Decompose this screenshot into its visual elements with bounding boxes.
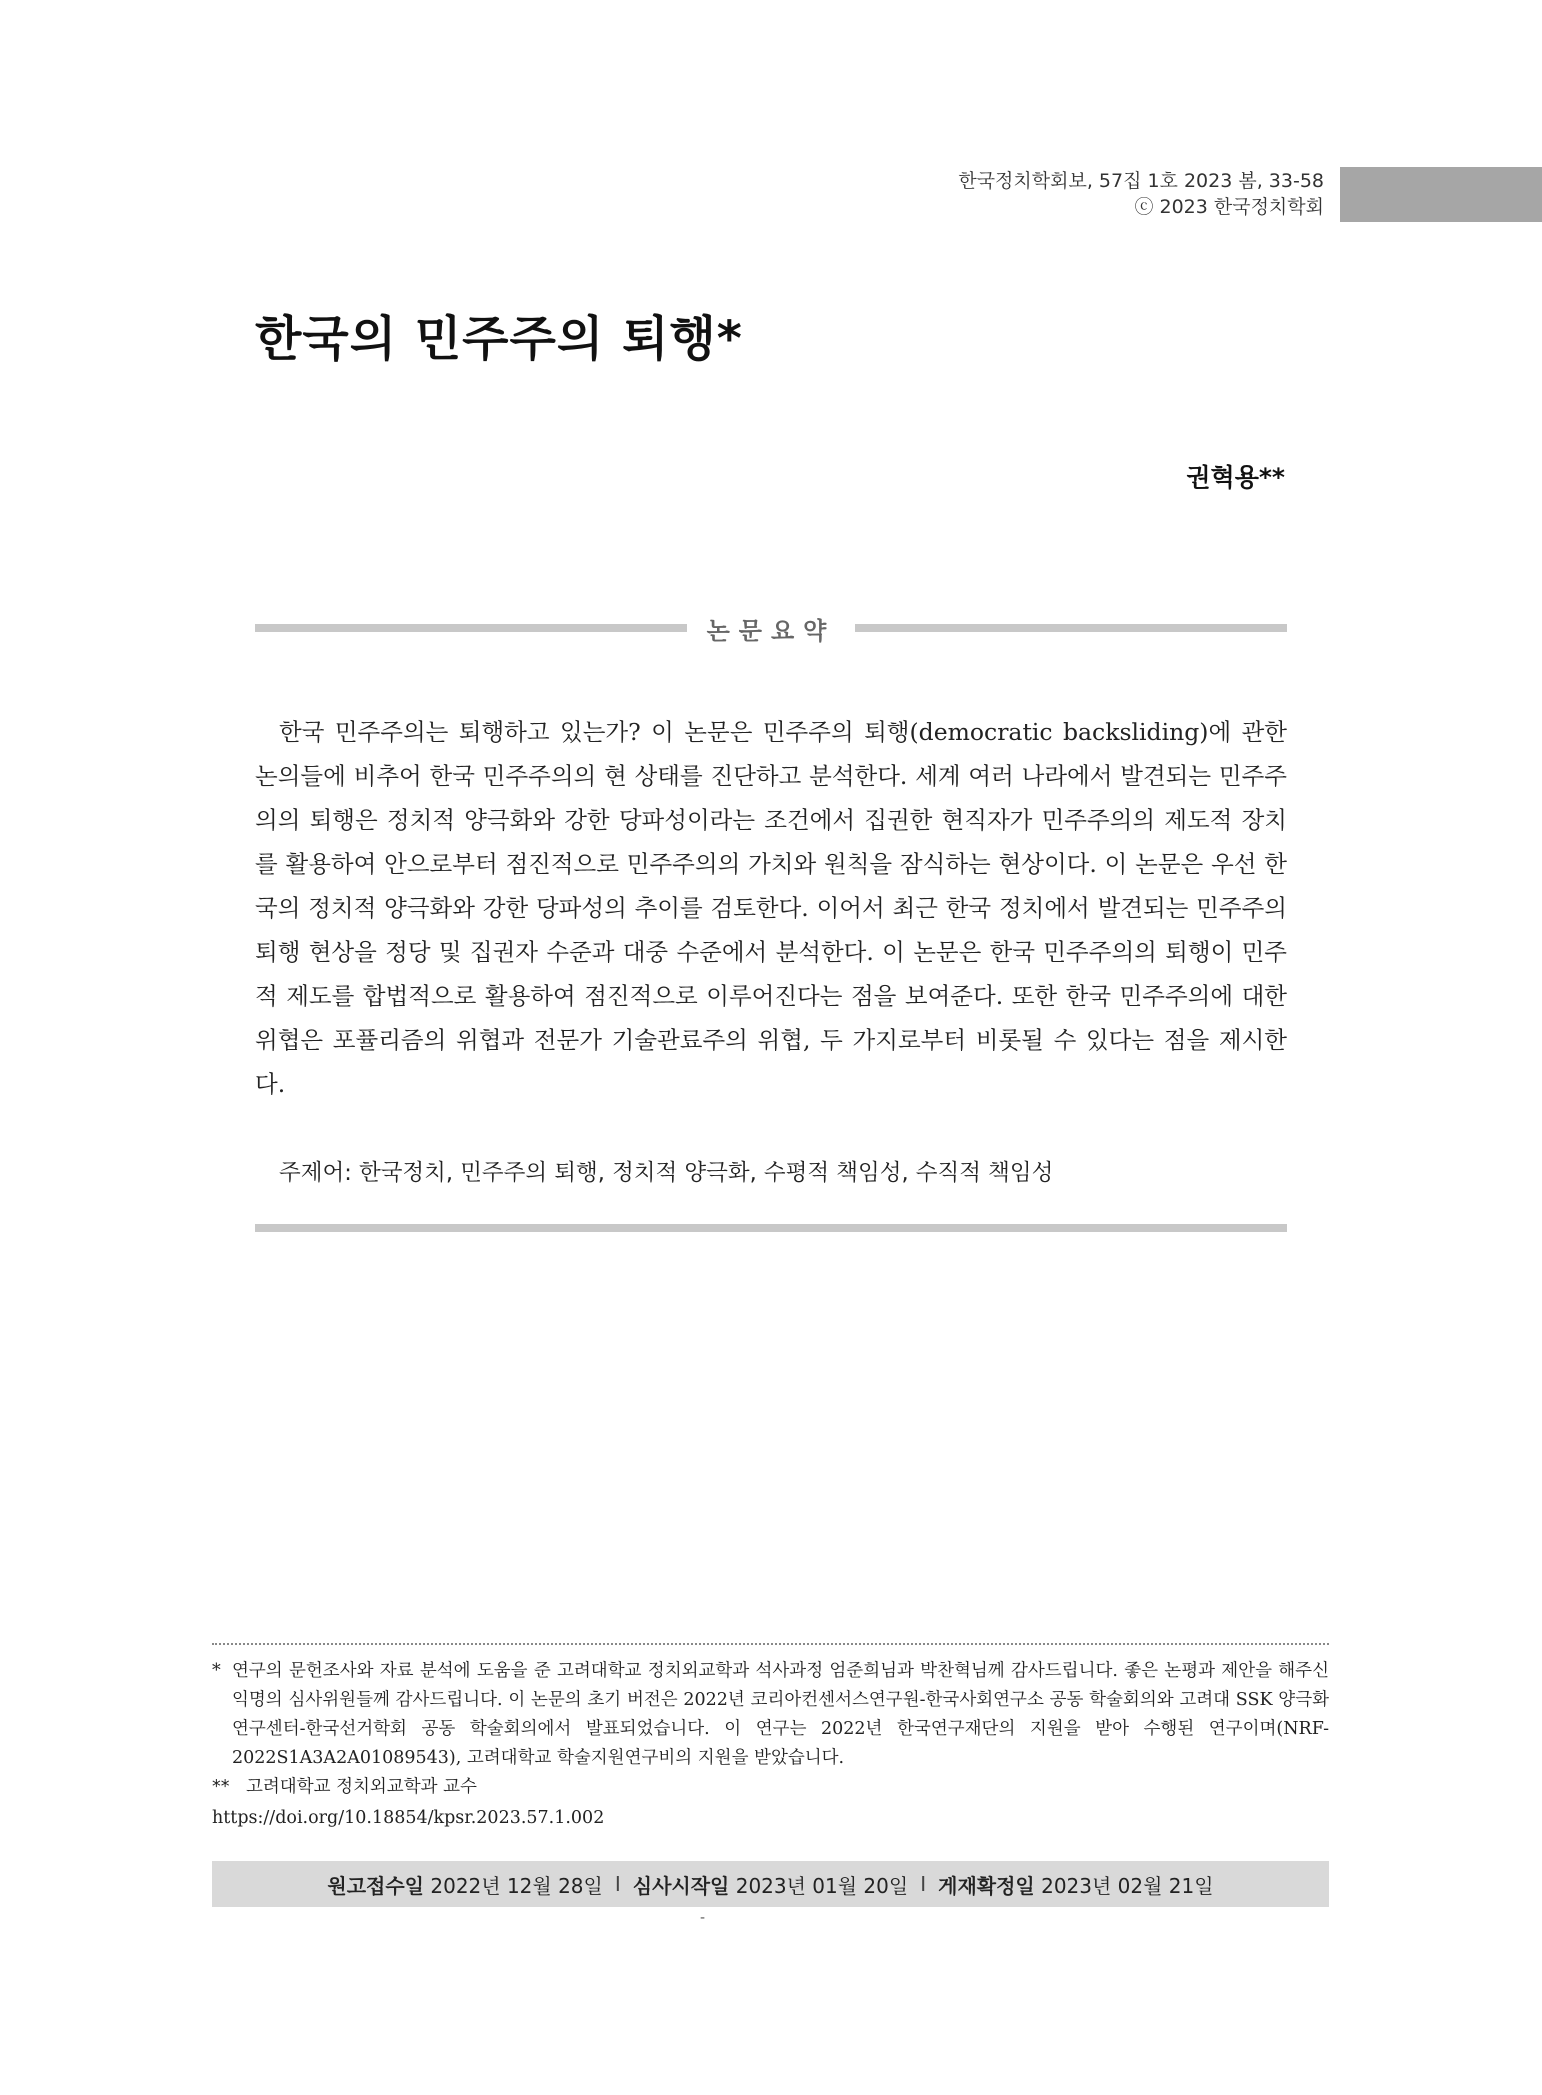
footnote-divider (212, 1643, 1329, 1645)
submission-dates-bar (212, 1861, 1329, 1907)
received-label: 원고접수일 (327, 1873, 425, 1898)
header-gray-tab (1340, 167, 1542, 222)
keywords-list: 한국정치, 민주주의 퇴행, 정치적 양극화, 수평적 책임성, 수직적 책임성 (358, 1160, 1054, 1186)
abstract-heading-rule-left (255, 624, 687, 632)
journal-citation: 한국정치학회보, 57집 1호 2023 봄, 33-58 (958, 170, 1324, 192)
footnote-mark: * (212, 1661, 221, 1681)
accepted-label: 게재확정일 (938, 1873, 1035, 1898)
review-label: 심사시작일 (632, 1873, 730, 1898)
abstract-heading-rule-right (855, 624, 1287, 632)
abstract-heading (255, 608, 1287, 648)
review-date: 2023년 01월 20일 (735, 1873, 909, 1898)
copyright-notice: ⓒ 2023 한국정치학회 (1134, 196, 1324, 218)
journal-header (958, 168, 1324, 220)
separator: I (614, 1872, 621, 1896)
abstract-bottom-rule (255, 1224, 1287, 1232)
separator: I (920, 1872, 927, 1896)
received-date: 2022년 12월 28일 (430, 1873, 603, 1898)
accepted-date: 2023년 02월 21일 (1041, 1873, 1214, 1898)
footnote-acknowledgement (212, 1657, 1329, 1773)
footnote-text: 고려대학교 정치외교학과 교수 (246, 1777, 477, 1797)
footnote-affiliation (212, 1773, 1329, 1802)
doi-link[interactable]: https://doi.org/10.18854/kpsr.2023.57.1.002 (212, 1808, 605, 1828)
footnotes (212, 1657, 1329, 1833)
keywords-line (279, 1155, 1053, 1187)
keywords-label: 주제어: (279, 1160, 352, 1186)
author-name: 권혁용** (1186, 463, 1285, 492)
abstract-heading-label: 논문요약 (706, 616, 836, 645)
footnote-mark: ** (212, 1777, 230, 1797)
abstract-body: 한국 민주주의는 퇴행하고 있는가? 이 논문은 민주주의 퇴행(democratic backsliding)에 관한 논의들에 비추어 한국 민주주의의 현 상태를 진단하고 분석한다. 세계 여러 나라에서 발견되는 민주주의의 퇴행은 정치적 양극화와 강한 당파성이라는 조건에서 집권한 현직자가 민주주의의 제도적 장치를 활용하여 안으로부터 점진적으로 민주주의의 가치와 원칙을 잠식하는 현상이다. 이 논문은 우선 한국의 정치적 양극화와 강한 당파성의 추이를 검토한다. 이어서 최근 한국 정치에서 발견되는 민주주의 퇴행 현상을 정당 및 집권자 수준과 대중 수준에서 분석한다. 이 논문은 한국 민주주의의 퇴행이 민주적 제도를 합법적으로 활용하여 점진적으로 이루어진다는 점을 보여준다. 또한 한국 민주주의에 대한 위협은 포퓰리즘의 위협과 전문가 기술관료주의 위협, 두 가지로부터 비롯될 수 있다는 점을 제시한다. (255, 718, 1287, 1098)
footnote-text: 연구의 문헌조사와 자료 분석에 도움을 준 고려대학교 정치외교학과 석사과정 엄준희님과 박찬혁님께 감사드립니다. 좋은 논평과 제안을 해주신 익명의 심사위원들께 감사드립니다. 이 논문의 초기 버전은 2022년 코리아컨센서스연구원-한국사회연구소 공동 학술회의와 고려대 SSK 양극화연구센터-한국선거학회 공동 학술회의에서 발표되었습니다. 이 연구는 2022년 한국연구재단의 지원을 받아 수행된 연구이며(NRF-2022S1A3A2A01089543), 고려대학교 학술지원연구비의 지원을 받았습니다. (232, 1661, 1329, 1768)
page-number: - (700, 1910, 706, 1926)
paper-title: 한국의 민주주의 퇴행* (255, 311, 743, 367)
